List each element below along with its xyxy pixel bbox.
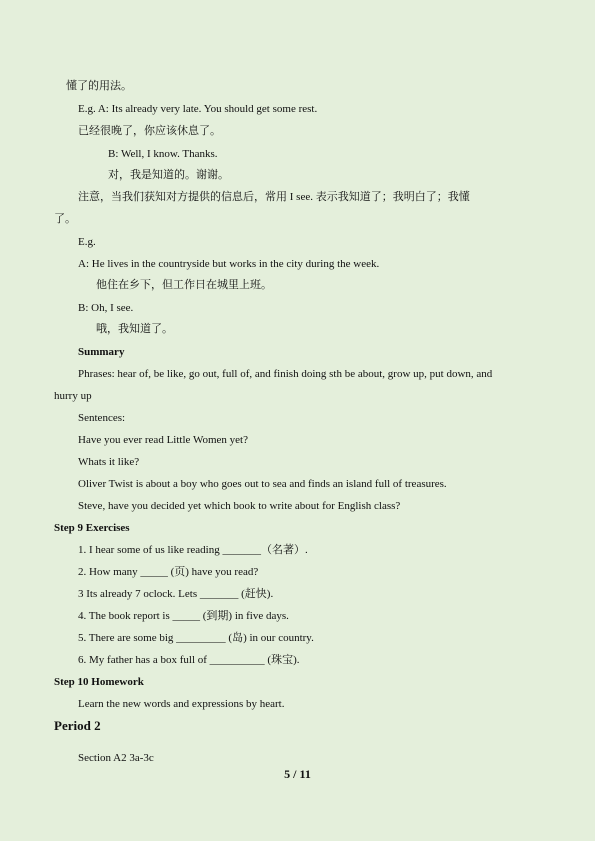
text-line-15: hurry up: [54, 390, 92, 402]
text-line-5: 对，我是知道的。谢谢。: [108, 169, 229, 181]
page-number: 5 / 11: [284, 767, 311, 781]
text-line-2: E.g. A: Its already very late. You should get some rest.: [78, 103, 318, 115]
exercise-5: 5. There are some big _________ (岛) in our country.: [78, 632, 314, 644]
exercise-6: 6. My father has a box full of __________ (珠宝).: [78, 654, 300, 666]
exercise-2: 2. How many _____ (页) have you read?: [78, 566, 259, 578]
exercise-1: 1. I hear some of us like reading _______（名著）.: [78, 544, 308, 556]
text-line-6: 注意，当我们获知对方提供的信息后，常用 I see. 表示我知道了；我明白了；我懂: [78, 191, 470, 203]
text-line-12: 哦，我知道了。: [96, 323, 173, 335]
step10-heading: Step 10 Homework: [54, 676, 144, 688]
step9-heading: Step 9 Exercises: [54, 522, 130, 534]
text-line-1: 懂了的用法。: [66, 80, 132, 92]
exercise-4: 4. The book report is _____ (到期) in five days.: [78, 610, 289, 622]
text-line-20: Steve, have you decided yet which book to write about for English class?: [78, 500, 401, 512]
text-line-16: Sentences:: [78, 412, 126, 424]
summary-heading: Summary: [78, 346, 125, 358]
section-label: Section A2 3a-3c: [78, 752, 154, 764]
text-line-19: Oliver Twist is about a boy who goes out to sea and finds an island full of treasures.: [78, 478, 447, 490]
exercise-3: 3 Its already 7 oclock. Lets _______ (赶快).: [78, 588, 274, 600]
text-line-8: E.g.: [78, 236, 96, 248]
homework-text: Learn the new words and expressions by heart.: [78, 698, 285, 710]
text-line-3: 已经很晚了，你应该休息了。: [78, 125, 221, 137]
text-line-11: B: Oh, I see.: [78, 302, 134, 314]
text-line-18: Whats it like?: [78, 456, 140, 468]
period-heading: Period 2: [54, 718, 101, 733]
text-line-9: A: He lives in the countryside but works in the city during the week.: [78, 258, 380, 270]
text-line-10: 他住在乡下，但工作日在城里上班。: [96, 279, 272, 291]
text-line-7: 了。: [54, 213, 76, 225]
text-line-4: B: Well, I know. Thanks.: [108, 148, 218, 160]
text-line-17: Have you ever read Little Women yet?: [78, 434, 248, 446]
text-line-14: Phrases: hear of, be like, go out, full of, and finish doing sth be about, grow up, put down, and: [78, 368, 493, 380]
